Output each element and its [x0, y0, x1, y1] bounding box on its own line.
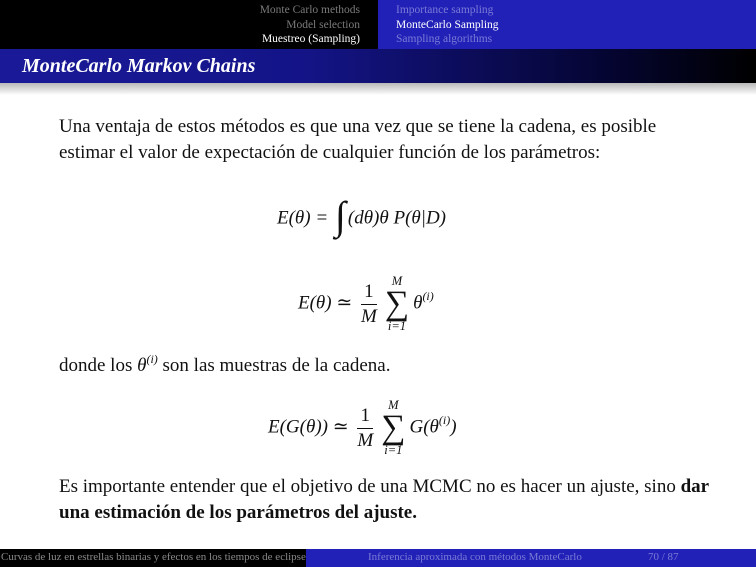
top-navigation-bar	[0, 0, 756, 49]
footer-section-box	[306, 549, 756, 567]
sum-lower-limit: i=1	[384, 443, 403, 457]
nav-subsection-sampling-algorithms[interactable]: Sampling algorithms	[396, 33, 493, 45]
title-shadow	[0, 83, 756, 95]
footer-talk-title[interactable]: Curvas de luz en estrellas binarias y efectos en los tiempos de eclipse	[1, 551, 306, 563]
nav-section-monte-carlo-methods[interactable]: Monte Carlo methods	[259, 4, 360, 16]
conclusion-text: Es importante entender que el objetivo de una MCMC no es hacer un ajuste, sino	[59, 476, 681, 497]
conclusion-bold-text: dar una estimación de los parámetros del ajuste.	[59, 476, 709, 523]
eq3-rhs-start: G(θ	[409, 416, 439, 438]
conclusion-paragraph	[59, 474, 719, 525]
fraction-denominator: M	[357, 429, 374, 451]
nav-subsection-importance-sampling[interactable]: Importance sampling	[396, 4, 494, 16]
nav-section-model-selection[interactable]: Model selection	[286, 18, 360, 31]
equation-function-expectation	[268, 398, 457, 458]
eq1-rhs: (dθ)θ P(θ|D)	[347, 207, 446, 229]
theta-symbol: θ	[137, 355, 147, 376]
footer-page-number: 70 / 87	[648, 551, 679, 563]
footer-talk-title-box	[0, 549, 306, 567]
nav-section-muestreo-current[interactable]: Muestreo (Sampling)	[261, 33, 360, 45]
sum-symbol: ∑	[381, 409, 406, 446]
sum-upper-limit: M	[391, 274, 403, 288]
superscript-i: (i)	[146, 352, 158, 366]
equation-expectation-estimator	[298, 274, 434, 334]
summation	[385, 274, 409, 334]
integral-symbol: ∫	[334, 193, 346, 238]
section-nav	[0, 0, 378, 49]
samples-text-end: son las muestras de la cadena.	[157, 355, 391, 376]
eq3-rhs-end: )	[450, 416, 457, 438]
subsection-nav	[378, 0, 756, 49]
sum-upper-limit: M	[388, 398, 399, 412]
footer-section-title[interactable]: Inferencia aproximada con métodos MonteCarlo	[368, 551, 582, 563]
samples-paragraph	[59, 353, 390, 381]
frame-title: MonteCarlo Markov Chains	[22, 55, 256, 77]
fraction-denominator: M	[361, 305, 377, 327]
fraction-numerator: 1	[357, 404, 373, 429]
equation-expectation-integral	[277, 193, 446, 238]
eq1-lhs: E(θ) =	[277, 207, 333, 229]
fraction-one-over-m	[357, 404, 373, 453]
superscript-i: (i)	[438, 413, 451, 428]
summation	[381, 398, 405, 458]
nav-subsection-montecarlo-sampling-current[interactable]: MonteCarlo Sampling	[396, 18, 499, 31]
sum-lower-limit: i=1	[387, 319, 407, 333]
theta-symbol: θ	[413, 292, 423, 314]
sum-symbol: ∑	[384, 285, 410, 322]
eq2-lhs: E(θ) ≃	[298, 292, 358, 314]
superscript-i: (i)	[422, 289, 434, 304]
intro-paragraph: Una ventaja de estos métodos es que una vez que se tiene la cadena, es posible estimar el valor de expectación de cualquier función de los parámetros:	[59, 116, 657, 163]
frame-title-bar	[0, 49, 756, 83]
fraction-one-over-m	[361, 280, 377, 329]
eq3-lhs: E(G(θ)) ≃	[268, 416, 354, 438]
samples-text-start: donde los	[59, 355, 138, 376]
footer-bar	[0, 549, 756, 567]
fraction-numerator: 1	[361, 280, 377, 305]
